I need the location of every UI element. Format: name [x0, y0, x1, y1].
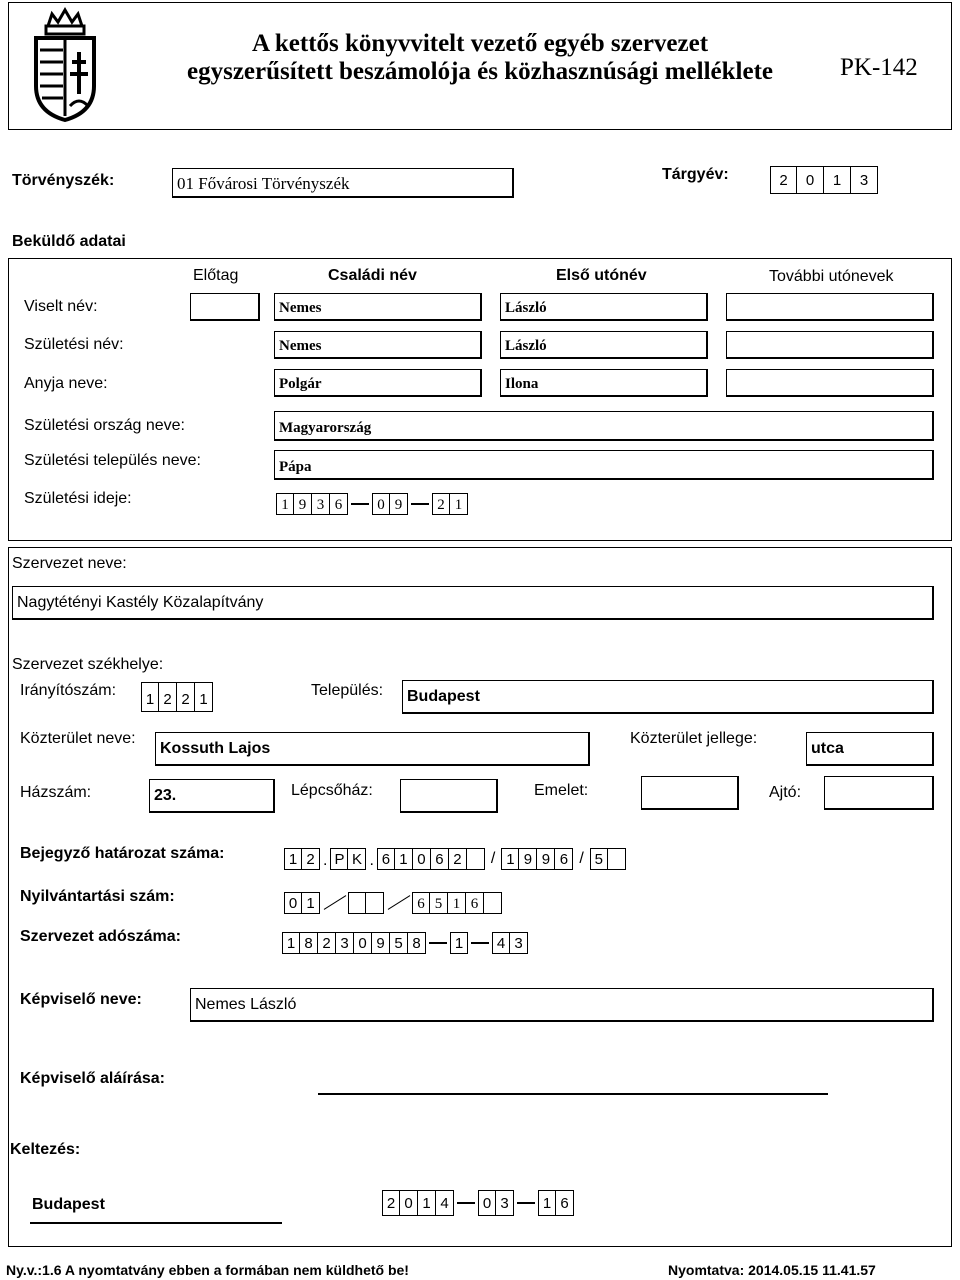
digit-box: 0 [797, 166, 824, 194]
birth-date-label: Születési ideje: [24, 490, 132, 507]
footer-version: Ny.v.:1.6 A nyomtatvány ebben a formában nem küldhető be! [6, 1262, 409, 1278]
mother-family-field[interactable] [274, 369, 482, 397]
birth-country-value: Magyarország [279, 420, 372, 436]
digit-box [608, 848, 626, 870]
digit-box: 3 [510, 932, 528, 954]
house-field[interactable] [149, 779, 275, 813]
digit-box: 9 [372, 932, 390, 954]
digit-box: 6 [330, 493, 348, 515]
city-field[interactable] [402, 680, 934, 714]
title-line-2: egyszerűsített beszámolója és közhasznúsági melléklete [187, 58, 773, 85]
digit-box: 1 [276, 493, 294, 515]
birth-other-field[interactable] [726, 331, 934, 359]
digit-box [366, 892, 384, 914]
dating-place-line [30, 1222, 282, 1224]
digit-box: 2 [159, 682, 177, 712]
digit-box: 1 [501, 848, 519, 870]
digit-box: 6 [555, 848, 573, 870]
digit-box: 2 [382, 1190, 400, 1216]
coat-of-arms-icon [30, 6, 100, 122]
birth-first-field[interactable] [500, 331, 708, 359]
year-digits[interactable] [770, 166, 878, 194]
digit-box: 2 [302, 848, 320, 870]
dating-label: Keltezés: [10, 1141, 81, 1158]
digit-box: K [348, 848, 366, 870]
separator-diagonal [320, 892, 348, 914]
digit-box: 9 [537, 848, 555, 870]
digit-box: 6 [412, 892, 430, 914]
digit-box: 2 [770, 166, 797, 194]
current-name-label: Viselt név: [24, 298, 98, 315]
birth-first-value: László [505, 338, 547, 354]
digit-box: 6 [377, 848, 395, 870]
digit-box: 2 [177, 682, 195, 712]
separator-dot: . [369, 852, 374, 869]
birth-city-label: Születési település neve: [24, 452, 201, 469]
birth-city-field[interactable] [274, 450, 934, 480]
date-separator [457, 1202, 475, 1204]
digit-box: 0 [400, 1190, 418, 1216]
digit-box: 1 [282, 932, 300, 954]
door-field[interactable] [824, 776, 934, 810]
stair-field[interactable] [400, 779, 498, 813]
digit-box: 0 [284, 892, 302, 914]
stair-label: Lépcsőház: [291, 782, 373, 799]
col-first-name: Első utónév [556, 267, 647, 284]
record-digits[interactable] [284, 892, 502, 914]
street-value: Kossuth Lajos [160, 740, 271, 757]
digit-box: 1 [302, 892, 320, 914]
signature-label: Képviselő aláírása: [20, 1070, 165, 1087]
birth-family-field[interactable] [274, 331, 482, 359]
digit-box: 5 [590, 848, 608, 870]
mother-other-field[interactable] [726, 369, 934, 397]
birth-name-label: Születési név: [24, 336, 124, 353]
form-code: PK-142 [840, 54, 918, 81]
current-family-field[interactable] [274, 293, 482, 321]
current-first-value: László [505, 300, 547, 316]
digit-box: 2 [432, 493, 450, 515]
signature-line[interactable] [318, 1093, 828, 1095]
digit-box: 1 [448, 892, 466, 914]
street-type-field[interactable] [806, 732, 934, 766]
dating-digits[interactable] [382, 1190, 574, 1216]
col-prefix: Előtag [193, 267, 239, 284]
street-type-value: utca [811, 740, 844, 757]
org-name-field[interactable] [12, 586, 934, 620]
mother-name-label: Anyja neve: [24, 375, 108, 392]
digit-box: 9 [294, 493, 312, 515]
tax-label: Szervezet adószáma: [20, 928, 181, 945]
title-line-1: A kettős könyvvitelt vezető egyéb szervezet [251, 30, 709, 57]
digit-box: 9 [390, 493, 408, 515]
birth-country-label: Születési ország neve: [24, 417, 185, 434]
court-label: Törvényszék: [12, 172, 115, 189]
digit-box: 5 [390, 932, 408, 954]
tax-separator [429, 942, 447, 944]
rep-label: Képviselő neve: [20, 991, 142, 1008]
digit-box: 1 [284, 848, 302, 870]
zip-digits[interactable] [141, 682, 213, 712]
digit-box: 3 [336, 932, 354, 954]
digit-box: 1 [450, 932, 468, 954]
separator-slash: / [490, 850, 496, 867]
footer-printed: Nyomtatva: 2014.05.15 11.41.57 [668, 1262, 876, 1278]
street-type-label: Közterület jellege: [630, 730, 758, 747]
rep-value: Nemes László [195, 996, 297, 1013]
mother-family-value: Polgár [279, 376, 322, 392]
digit-box: 8 [300, 932, 318, 954]
current-family-value: Nemes [279, 300, 322, 316]
digit-box: 1 [538, 1190, 556, 1216]
separator-diagonal [384, 892, 412, 914]
date-separator [411, 503, 429, 505]
tax-digits[interactable] [282, 932, 528, 954]
house-label: Házszám: [20, 784, 92, 801]
org-name-value: Nagytétényi Kastély Közalapítvány [17, 594, 264, 611]
registration-label: Bejegyző határozat száma: [20, 845, 225, 862]
digit-box: 0 [478, 1190, 496, 1216]
digit-box: 0 [372, 493, 390, 515]
col-family-name: Családi név [328, 267, 417, 284]
birth-date-digits[interactable] [276, 493, 468, 515]
court-value: 01 Fővárosi Törvényszék [177, 174, 350, 193]
digit-box: 2 [449, 848, 467, 870]
digit-box [348, 892, 366, 914]
floor-label: Emelet: [534, 782, 589, 799]
digit-box [467, 848, 485, 870]
digit-box: 2 [318, 932, 336, 954]
separator-slash: / [579, 850, 584, 867]
mother-first-value: Ilona [505, 376, 539, 392]
date-separator [351, 503, 369, 505]
col-other-names: További utónevek [769, 268, 894, 285]
digit-box: 0 [354, 932, 372, 954]
year-label: Tárgyév: [662, 166, 729, 183]
birth-country-field[interactable] [274, 411, 934, 441]
digit-box: 9 [519, 848, 537, 870]
digit-box: 3 [851, 166, 878, 194]
birth-city-value: Pápa [279, 459, 312, 475]
digit-box: 1 [141, 682, 159, 712]
org-seat-label: Szervezet székhelye: [12, 656, 164, 673]
registration-digits[interactable] [284, 848, 626, 870]
digit-box: P [330, 848, 348, 870]
digit-box [484, 892, 502, 914]
date-separator [517, 1202, 535, 1204]
sender-section-label: Beküldő adatai [12, 233, 126, 250]
digit-box: 1 [395, 848, 413, 870]
digit-box: 1 [418, 1190, 436, 1216]
record-label: Nyilvántartási szám: [20, 888, 175, 905]
current-prefix-field[interactable] [190, 293, 260, 321]
digit-box: 5 [430, 892, 448, 914]
street-field[interactable] [155, 732, 590, 766]
digit-box: 0 [413, 848, 431, 870]
floor-field[interactable] [641, 776, 739, 810]
dating-place[interactable]: Budapest [32, 1196, 105, 1213]
digit-box: 6 [556, 1190, 574, 1216]
digit-box: 6 [431, 848, 449, 870]
digit-box: 1 [195, 682, 213, 712]
digit-box: 8 [408, 932, 426, 954]
form-title [130, 30, 830, 86]
org-name-label: Szervezet neve: [12, 555, 127, 572]
house-value: 23. [154, 787, 177, 804]
city-value: Budapest [407, 688, 480, 705]
court-field[interactable] [172, 168, 514, 198]
city-label: Település: [311, 682, 384, 699]
tax-separator [471, 942, 489, 944]
digit-box: 6 [466, 892, 484, 914]
street-label: Közterület neve: [20, 730, 136, 747]
digit-box: 4 [492, 932, 510, 954]
separator-dot: . [323, 852, 328, 869]
birth-family-value: Nemes [279, 338, 322, 354]
current-other-field[interactable] [726, 293, 934, 321]
current-first-field[interactable] [500, 293, 708, 321]
digit-box: 1 [450, 493, 468, 515]
digit-box: 1 [824, 166, 851, 194]
digit-box: 3 [312, 493, 330, 515]
rep-field[interactable] [190, 988, 934, 1022]
digit-box: 3 [496, 1190, 514, 1216]
door-label: Ajtó: [769, 784, 802, 801]
zip-label: Irányítószám: [20, 682, 117, 699]
digit-box: 4 [436, 1190, 454, 1216]
mother-first-field[interactable] [500, 369, 708, 397]
